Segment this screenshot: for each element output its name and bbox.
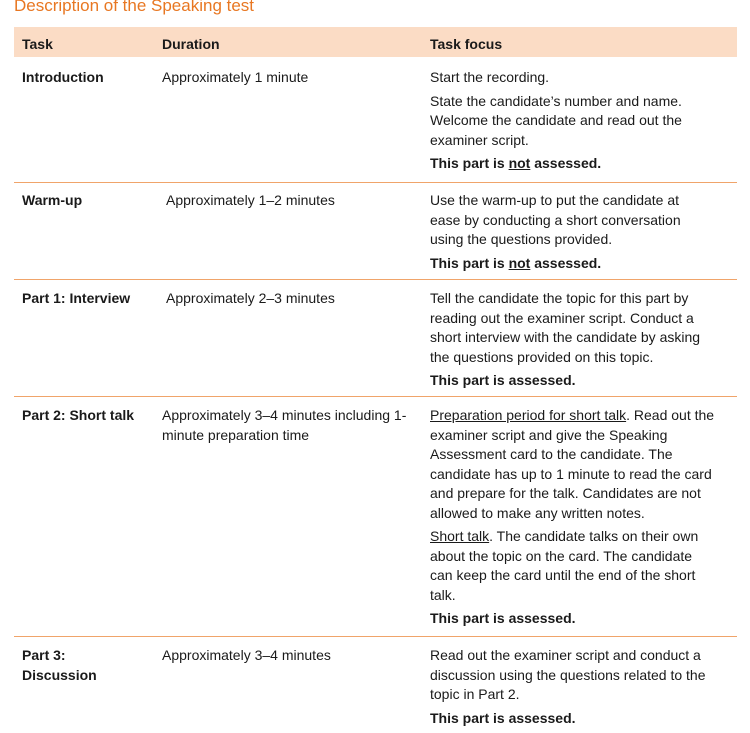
speaking-test-table (14, 27, 737, 733)
table-row (14, 183, 737, 280)
table-row (14, 637, 737, 733)
table-header (14, 27, 737, 57)
focus-text: Start the recording. (430, 69, 550, 85)
header-duration: Duration (162, 36, 220, 52)
header-task: Task (22, 36, 53, 52)
duration-cell: Approximately 3–4 minutes (162, 647, 331, 663)
focus-text: State the candidate’s number and name. Welcome the candidate and read out the examiner script. (430, 92, 682, 148)
assessment-note: This part is not assessed. (430, 254, 602, 271)
table-row (14, 280, 737, 397)
focus-cell (430, 289, 720, 391)
focus-text: Preparation period for short talk. Read out the examiner script and give the Speaking Assessment card to the candidate. The candidate has up to 1 minute to read the card and prepare for the talk. Candidates are not allowed to make any written notes. (430, 407, 715, 521)
focus-text: Use the warm-up to put the candidate at ease by conducting a short conversation using the questions provided. (430, 192, 681, 247)
task-cell: Part 3: Discussion (22, 647, 97, 683)
assessment-note: This part is not assessed. (430, 155, 602, 171)
task-cell: Part 1: Interview (22, 290, 131, 306)
focus-text: Short talk. The candidate talks on their own about the topic on the card. The candidate can keep the card until the end of the short talk. (430, 528, 699, 603)
focus-cell (430, 68, 730, 174)
duration-cell: Approximately 3–4 minutes including 1-minute preparation time (162, 407, 407, 443)
focus-cell (430, 646, 730, 728)
duration-cell: Approximately 1–2 minutes (166, 192, 335, 208)
assessment-note: This part is assessed. (430, 610, 576, 626)
focus-text: Read out the examiner script and conduct a discussion using the questions related to the topic in Part 2. (430, 647, 706, 702)
header-task-focus: Task focus (430, 36, 503, 52)
task-cell: Part 2: Short talk (22, 407, 135, 423)
duration-cell: Approximately 2–3 minutes (166, 290, 335, 306)
assessment-note: This part is assessed. (430, 709, 576, 726)
table-row (14, 57, 737, 183)
focus-text: Tell the candidate the topic for this part by reading out the examiner script. Conduct a short interview with the candidate by asking the questions provided on this topic. (430, 290, 701, 365)
focus-cell (430, 191, 710, 273)
task-cell: Warm-up (22, 192, 83, 208)
table-row (14, 397, 737, 637)
task-cell: Introduction (22, 69, 104, 85)
focus-cell (430, 406, 735, 629)
assessment-note: This part is assessed. (430, 372, 576, 388)
duration-cell: Approximately 1 minute (162, 69, 309, 85)
page-title: Description of the Speaking test (14, 0, 255, 15)
